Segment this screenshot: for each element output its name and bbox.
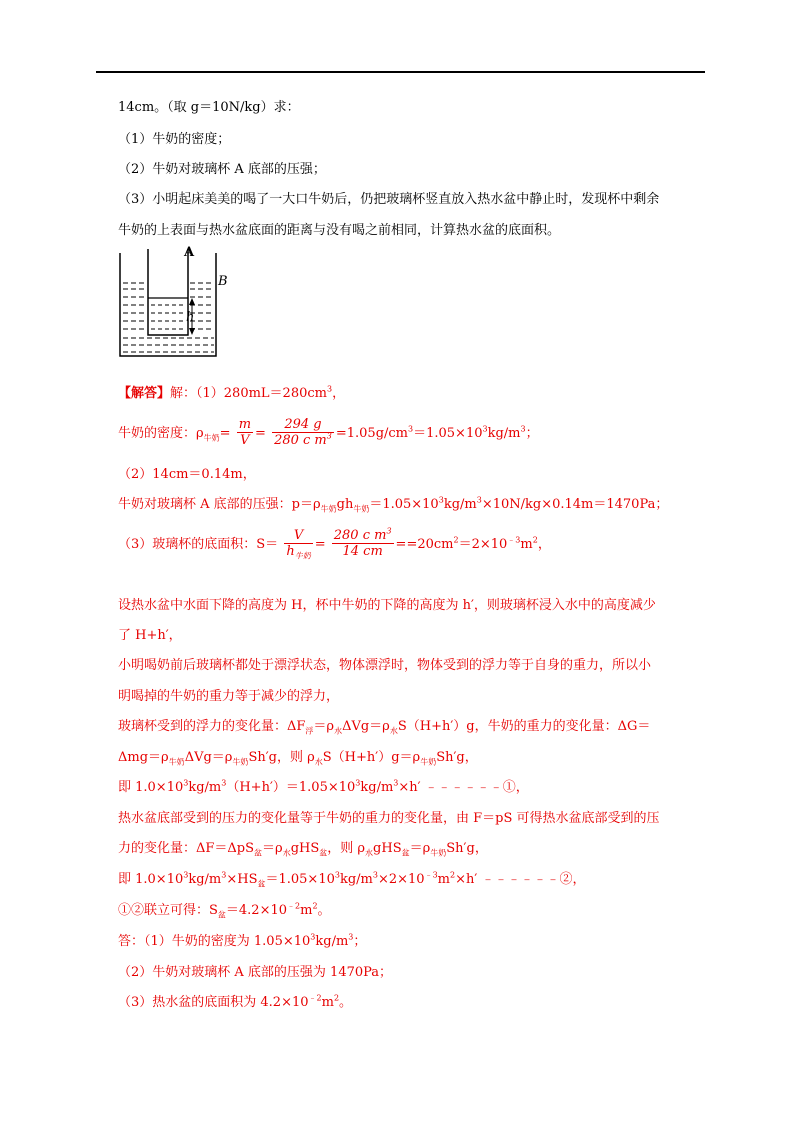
label-a: A	[184, 245, 195, 260]
answer-density-line: 牛奶的密度：$\rho_{牛奶}=$ $\frac{m}{V}$ = $\frac{294 g}{280 c m^3}$ $=1.05g/cm^3=1.05\times 10^3kg/m^3$；	[118, 417, 539, 448]
answer-pressure-line: 牛奶对玻璃杯 A 底部的压强：$p=\rho_{牛奶}gh_{牛奶}=1.05\times 10^3kg/m^3\times 10N/kg\times 0.14m=1470Pa$；	[118, 495, 669, 514]
label-h: h	[186, 310, 195, 325]
answer-buoyancy-line-1: 玻璃杯受到的浮力的变化量：$\Delta F_浮=\rho_水\Delta Vg=\rho_水S(H+h')g$，牛奶的重力的变化量：ΔG＝	[118, 719, 651, 736]
answer-para-3: 小明喝奶前后玻璃杯都处于漂浮状态，物体漂浮时，物体受到的浮力等于自身的重力，所以小	[118, 658, 652, 673]
answer-equation-2: 即 $1.0\times 10^3kg/m^3\times HS_盆=1.05\times 10^3kg/m^3\times 2\times 10^{﹣3}m^2\times h'$ ﹣﹣﹣﹣﹣﹣②，	[118, 870, 586, 889]
answer-tag: 【解答】	[118, 386, 171, 401]
question-part-3-line-1: （3）小明起床美美的喝了一大口牛奶后，仍把玻璃杯竖直放入热水盆中静止时，发现杯中剩余	[118, 192, 660, 207]
beaker-figure	[118, 245, 248, 364]
question-part-1: （1）牛奶的密度；	[118, 132, 231, 147]
answer-para-2: 了 H+h′，	[118, 628, 182, 643]
question-line-1: 14cm。（取 g＝10N/kg）求：	[118, 100, 300, 115]
answer-area-line: （3）玻璃杯的底面积：S＝ $\frac{V}{h_{牛奶}}$ = $\frac{280 c m^3}{14 cm}$ $==20cm^2=2\times 10^{﹣3}m^2$，	[118, 526, 551, 561]
answer-para-8: 热水盆底部受到的压力的变化量等于牛奶的重力的变化量，由 F＝pS 可得热水盆底部受到的压	[118, 811, 660, 826]
answer-step-1: 【解答】解：$(1)280mL=280cm^3$，	[118, 384, 346, 401]
label-b: B	[218, 274, 228, 289]
final-answer-3: （3）热水盆的底面积为 $4.2\times 10^{﹣2}m^2$。	[118, 993, 353, 1010]
answer-buoyancy-line-2: $\Delta mg=\rho_{牛奶}\Delta Vg=\rho_{牛奶}Sh'g$，则 $\rho_水S(H+h')g=\rho_{牛奶}Sh'g$，	[118, 750, 478, 767]
answer-step-2: （2）14cm＝0.14m，	[118, 467, 256, 482]
beaker-diagram	[118, 245, 248, 360]
fraction-m-over-v: $\frac{m}{V}$	[238, 417, 252, 448]
fraction-294-over-280: $\frac{294 g}{280 c m^3}$	[274, 417, 332, 448]
header-rule	[96, 71, 705, 73]
answer-equation-1: 即 $1.0\times 10^3kg/m^3(H+h')=1.05\times 10^3kg/m^3\times h'$ ﹣﹣﹣﹣﹣﹣①，	[118, 778, 529, 795]
question-part-2: （2）牛奶对玻璃杯 A 底部的压强；	[118, 162, 326, 177]
answer-para-1: 设热水盆中水面下降的高度为 H，杯中牛奶的下降的高度为 h′，则玻璃杯浸入水中的高度减少	[118, 598, 656, 613]
question-part-3-line-2: 牛奶的上表面与热水盆底面的距离与没有喝之前相同，计算热水盆的底面积。	[118, 223, 561, 238]
answer-pressure-change-line: 力的变化量：$\Delta F=\Delta pS_盆=\rho_水gHS_盆$，则 $\rho_水gHS_盆=\rho_{牛奶}Sh'g$，	[118, 841, 488, 858]
answer-combined-result: ①②联立可得：$S_盆=4.2\times 10^{﹣2}m^2$。	[118, 901, 331, 920]
answer-para-4: 明喝掉的牛奶的重力等于减少的浮力，	[118, 689, 340, 704]
fraction-v-over-h: $\frac{V}{h_{牛奶}}$	[286, 528, 311, 561]
final-answer-2: （2）牛奶对玻璃杯 A 底部的压强为 1470Pa；	[118, 965, 393, 980]
final-answer-1: 答：（1）牛奶的密度为 $1.05\times 10^3kg/m^3$；	[118, 932, 367, 949]
fraction-280-over-14: $\frac{280 c m^3}{14 cm}$	[333, 526, 392, 559]
